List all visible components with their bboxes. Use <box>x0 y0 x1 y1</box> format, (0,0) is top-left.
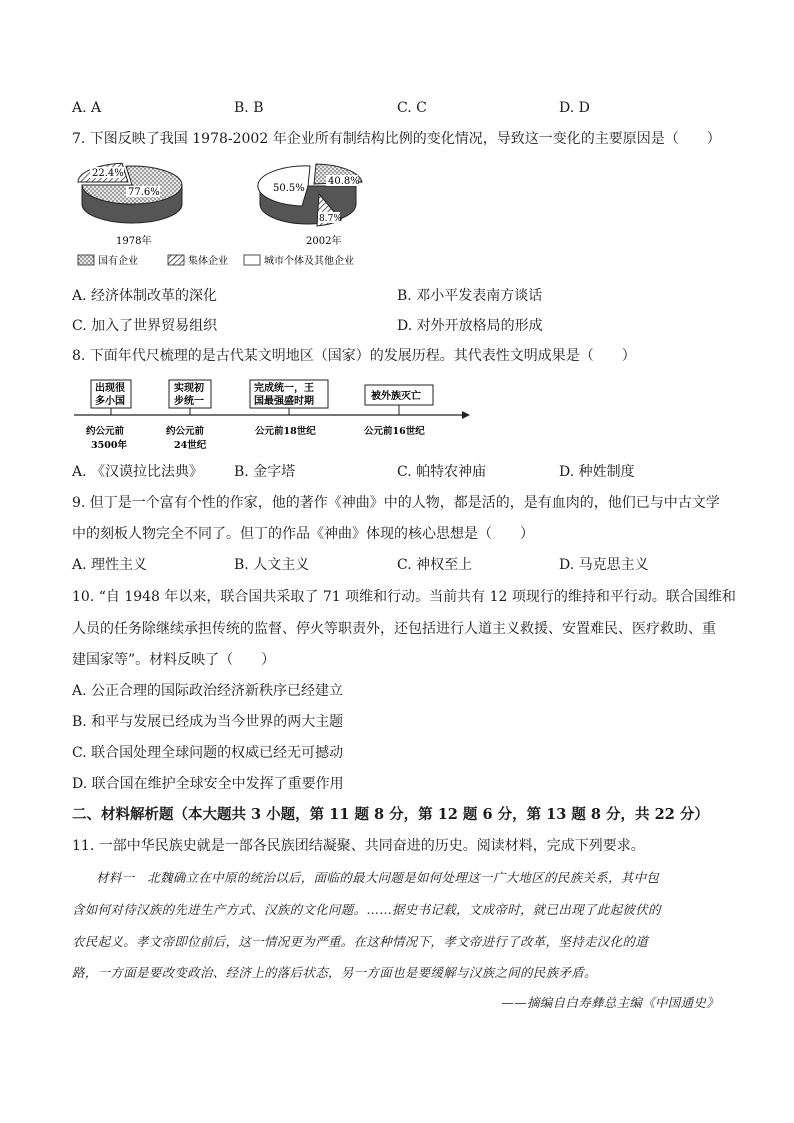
timeline-box-1-line2: 多小国 <box>95 396 125 407</box>
q9-option-b: B. 人文主义 <box>234 557 310 573</box>
q11-material-line3: 农民起义。孝文帝即位前后，这一情况更为严重。在这种情况下，孝文帝进行了改革，坚持走汉化的道 <box>72 934 649 949</box>
q11-material-line1: 材料一 北魏确立在中原的统治以后，面临的最大问题是如何处理这一广大地区的民族关系，其中包 <box>96 870 660 885</box>
q7-option-b: B. 邓小平发表南方谈话 <box>397 288 543 304</box>
timeline-date-1-line1: 约公元前 <box>86 426 125 437</box>
pie-1978-label-state: 77.6% <box>128 187 160 198</box>
q8-timeline <box>70 378 470 456</box>
timeline-box-2-line1: 实现初 <box>174 383 204 394</box>
timeline-date-4: 公元前16世纪 <box>364 426 425 437</box>
q8-option-c: C. 帕特农神庙 <box>397 464 487 480</box>
timeline-date-3: 公元前18世纪 <box>255 426 316 437</box>
q9-stem-line2: 中的刻板人物完全不同了。但丁的作品《神曲》体现的核心思想是（ ） <box>72 526 534 542</box>
q10-option-b: B. 和平与发展已经成为当今世界的两大主题 <box>72 714 344 730</box>
pie-2002-label-collective: 8.7% <box>319 214 342 224</box>
q8-option-a: A. 《汉谟拉比法典》 <box>72 464 204 480</box>
pie-1978-label-collective: 22.4% <box>92 168 124 179</box>
chart-legend <box>78 254 354 267</box>
timeline-date-2-line1: 约公元前 <box>166 426 205 437</box>
q6-option-d: D. D <box>559 100 590 116</box>
timeline-box-1-line1: 出现很 <box>95 383 125 394</box>
q10-stem-line1: 10. “自 1948 年以来，联合国共采取了 71 项维和行动。当前共有 12 项现行的维持和平行动。联合国维和 <box>72 589 736 605</box>
q6-option-a: A. A <box>72 100 102 116</box>
timeline-arrow <box>462 411 470 419</box>
pie-2002-label-state: 40.8% <box>328 176 360 187</box>
q8-option-d: D. 种姓制度 <box>559 464 635 480</box>
q10-stem-line2: 人员的任务除继续承担传统的监督、停火等职责外，还包括进行人道主义救援、安置难民、医疗救助、重 <box>72 621 716 637</box>
q10-option-d: D. 联合国在维护全球安全中发挥了重要作用 <box>72 776 344 792</box>
q6-option-c: C. C <box>397 100 427 116</box>
legend-swatch-state <box>78 255 94 265</box>
q7-option-a: A. 经济体制改革的深化 <box>72 288 218 304</box>
pie-1978 <box>78 163 182 247</box>
section-heading: 二、材料解析题（本大题共 3 小题，第 11 题 8 分，第 12 题 6 分，第 13 题 8 分，共 22 分） <box>72 806 709 823</box>
q9-option-d: D. 马克思主义 <box>559 557 649 573</box>
q7-stem: 7. 下图反映了我国 1978-2002 年企业所有制结构比例的变化情况，导致这一变化的主要原因是（ ） <box>72 131 721 147</box>
q8-stem: 8. 下面年代尺梳理的是古代某文明地区（国家）的发展历程。其代表性文明成果是（ ） <box>72 348 636 364</box>
q9-stem-line1: 9. 但丁是一个富有个性的作家，他的著作《神曲》中的人物，都是活的，是有血肉的，他们已与中古文学 <box>72 495 720 511</box>
q6-option-b: B. B <box>234 100 264 116</box>
q10-stem-line3: 建国家等”。材料反映了（ ） <box>72 652 276 668</box>
pie-1978-year: 1978年 <box>116 236 152 247</box>
pie-2002 <box>258 164 362 247</box>
q10-option-a: A. 公正合理的国际政治经济新秩序已经建立 <box>72 683 344 699</box>
timeline-box-4-label: 被外族灭亡 <box>371 391 421 402</box>
q7-option-c: C. 加入了世界贸易组织 <box>72 318 218 334</box>
pie-2002-year: 2002年 <box>306 236 342 247</box>
q7-option-d: D. 对外开放格局的形成 <box>397 318 543 334</box>
q11-stem: 11. 一部中华民族史就是一部各民族团结凝聚、共同奋进的历史。阅读材料，完成下列要求。 <box>72 838 645 854</box>
timeline-date-2-line2: 24世纪 <box>174 440 207 451</box>
q11-material-line4: 路，一方面是要改变政治、经济上的落后状态，另一方面也是要缓解与汉族之间的民族矛盾。 <box>72 965 597 980</box>
q8-option-b: B. 金字塔 <box>234 464 296 480</box>
q9-option-a: A. 理性主义 <box>72 557 148 573</box>
legend-label-collective: 集体企业 <box>188 256 228 267</box>
timeline-box-2-line2: 步统一 <box>174 396 204 407</box>
timeline-date-1-line2: 3500年 <box>91 440 127 451</box>
q11-material-line2: 含如何对待汉族的先进生产方式、汉族的文化问题。……据史书记载，文成帝时，就已出现了此起彼伏的 <box>72 902 661 917</box>
q9-option-c: C. 神权至上 <box>397 557 473 573</box>
q10-option-c: C. 联合国处理全球问题的权威已经无可撼动 <box>72 745 344 761</box>
q7-pie-charts <box>70 158 380 274</box>
legend-label-state: 国有企业 <box>98 256 138 267</box>
pie-2002-label-other: 50.5% <box>273 183 305 194</box>
q11-source: ——摘编自白寿彝总主编《中国通史》 <box>501 995 719 1010</box>
timeline-box-3-line1: 完成统一，王 <box>254 383 314 394</box>
legend-label-other: 城市个体及其他企业 <box>264 256 354 267</box>
timeline-box-3-line2: 国最强盛时期 <box>254 396 314 407</box>
legend-swatch-other <box>244 255 260 265</box>
legend-swatch-collective <box>168 255 184 265</box>
